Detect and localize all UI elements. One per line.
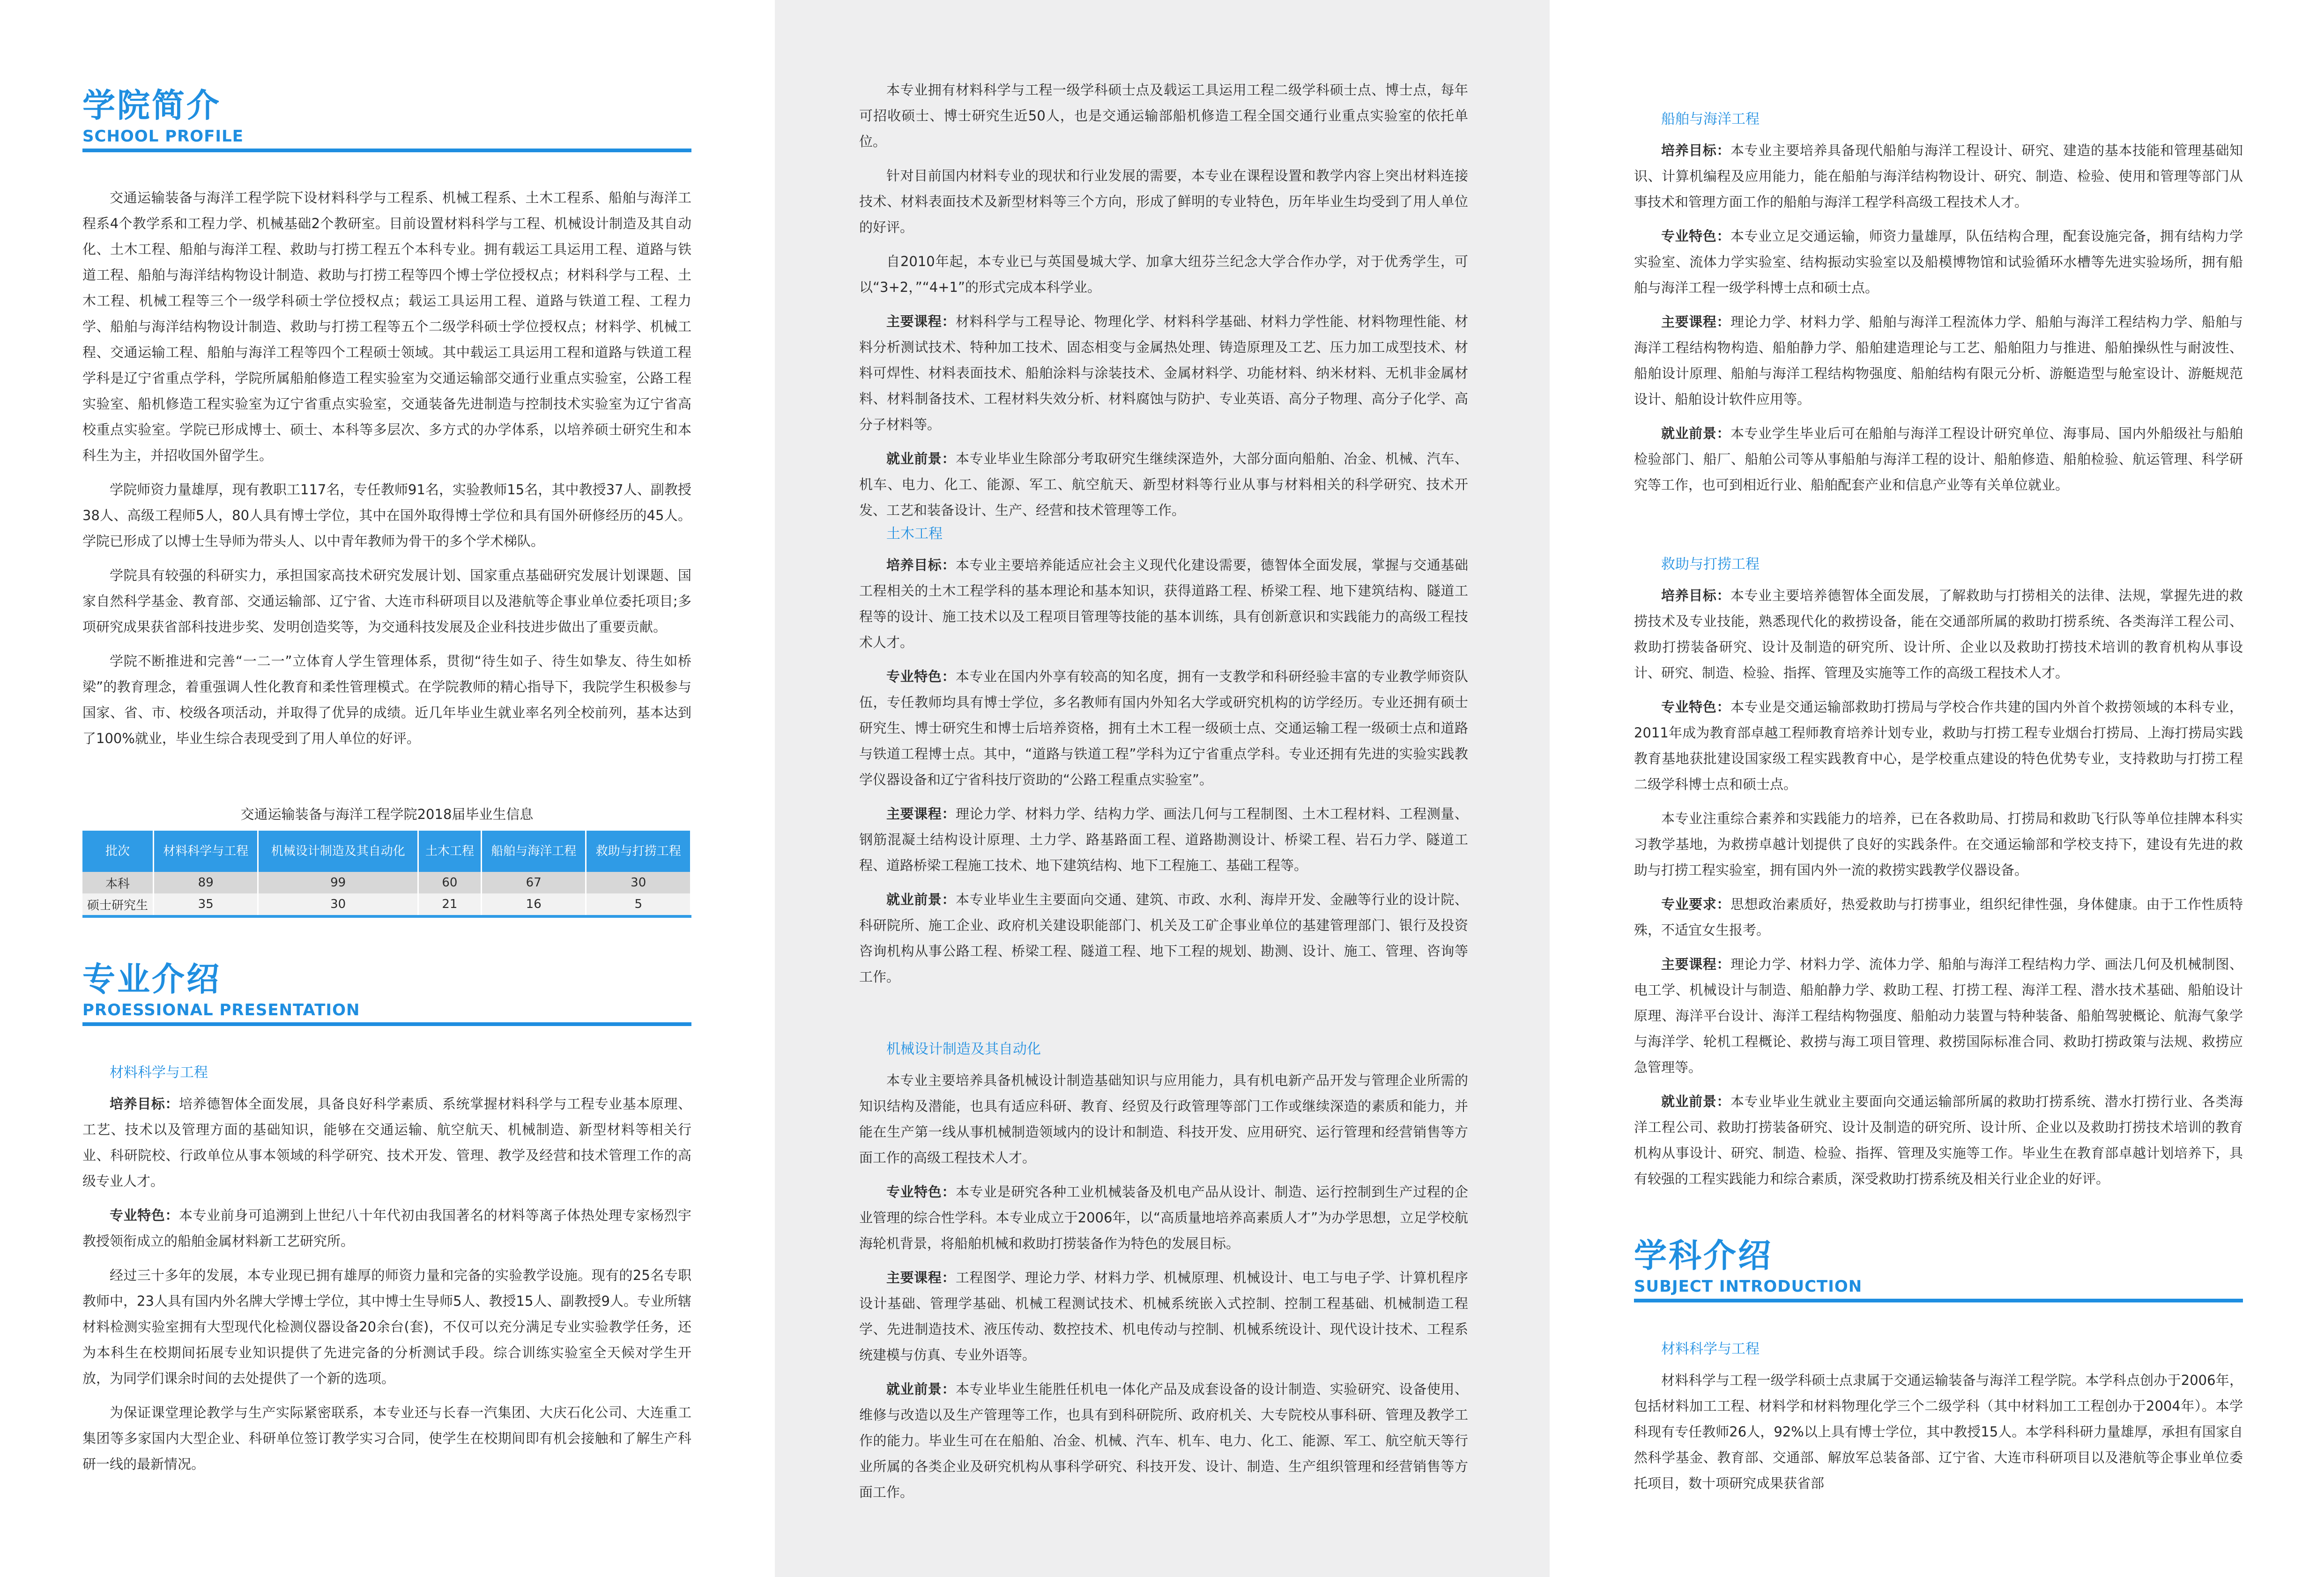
label: 培养目标：	[110, 1096, 179, 1112]
label: 培养目标：	[1661, 142, 1730, 158]
paragraph: 本专业拥有材料科学与工程一级学科硕士点及载运工具运用工程二级学科硕士点、博士点，每年可招收硕士、博士研究生近50人，也是交通运输部船机修造工程全国交通行业重点实验室的依托单位。	[859, 82, 1468, 149]
label: 主要课程：	[1661, 314, 1730, 330]
section-rule	[1634, 1299, 2243, 1302]
paragraph: 材料科学与工程一级学科硕士点隶属于交通运输装备与海洋工程学院。本学科点创办于2006年，包括材料加工工程、材料学和材料物理化学三个二级学科（其中材料加工工程创办于2004年）。本学科现有专任教师26人，92%以上具有博士学位，其中教授15人。本学科科研力量雄厚，承担有国家自然科学基金、教育部、交通部、解放军总装备部、辽宁省、大连市科研项目以及港航等企事业单位委托项目，数十项研究成果获省部	[1634, 1372, 2243, 1491]
paragraph	[1634, 952, 2243, 1080]
paragraph	[1634, 223, 2243, 301]
text: 本专业立足交通运输，师资力量雄厚，队伍结构合理，配套设施完备，拥有结构力学实验室、流体力学实验室、结构振动实验室以及船模博物馆和试验循环水槽等先进实验场所，拥有船舶与海洋工程一级学科博士点和硕士点。	[1634, 228, 2243, 296]
paragraph	[859, 801, 1468, 878]
major-name: 材料科学与工程	[110, 1064, 208, 1081]
text: 本专业学生毕业后可在船舶与海洋工程设计研究单位、海事局、国内外船级社与船舶检验部门、船厂、船舶公司等从事船舶与海洋工程的设计、船舶修造、船舶检验、航运管理、科学研究等工作，也可到相近行业、船舶配套产业和信息产业等有关单位就业。	[1634, 425, 2243, 493]
paragraph	[1634, 892, 2243, 943]
text: 本专业在国内外享有较高的知名度，拥有一支教学和科研经验丰富的专业教学师资队伍，专任教师均具有博士学位，多名教师有国内外知名大学或研究机构的访学经历。专业还拥有硕士研究生、博士研究生和博士后培养资格，拥有土木工程一级硕士点、交通运输工程一级硕士点和道路与铁道工程博士点。其中，“道路与铁道工程”学科为辽宁省重点学科。专业还拥有先进的实验实践教学仪器设备和辽宁省科技厅资助的“公路工程重点实验室”。	[859, 669, 1468, 788]
paragraph	[1634, 421, 2243, 498]
paragraph: 学院师资力量雄厚，现有教职工117名，专任教师91名，实验教师15名，其中教授37人、副教授38人、高级工程师5人，80人具有博士学位，其中在国外取得博士学位和具有国外研修经历的45人。学院已形成了以博士生导师为带头人、以中青年教师为骨干的多个学术梯队。	[82, 482, 691, 549]
label: 专业特色：	[1661, 699, 1730, 715]
text: 材料科学与工程导论、物理化学、材料科学基础、材料力学性能、材料物理性能、材料分析测试技术、特种加工技术、固态相变与金属热处理、铸造原理及工艺、压力加工成型技术、材料可焊性、材料表面技术、船舶涂料与涂装技术、金属材料学、功能材料、纳米材料、无机非金属材料、材料制备技术、工程材料失效分析、材料腐蚀与防护、专业英语、高分子物理、高分子化学、高分子材料等。	[859, 313, 1468, 432]
subject-materials	[1634, 1338, 2243, 1505]
table-header: 土木工程	[418, 831, 481, 872]
professional-header	[82, 960, 691, 1026]
right-panel	[1550, 0, 2324, 1577]
paragraph	[859, 1376, 1468, 1505]
label: 就业前景：	[1661, 425, 1730, 441]
label: 就业前景：	[886, 892, 956, 908]
middle-panel	[775, 0, 1550, 1577]
paragraph: 为保证课堂理论教学与生产实际紧密联系，本专业还与长春一汽集团、大庆石化公司、大连重工集团等多家国内大型企业、科研单位签订教学实习合同，使学生在校期间即有机会接触和了解生产科研一线的最新情况。	[82, 1405, 691, 1472]
subject-title: 学科介绍	[1634, 1236, 1773, 1275]
paragraph	[82, 1091, 691, 1194]
table-header: 船舶与海洋工程	[481, 831, 586, 872]
label: 主要课程：	[886, 806, 956, 822]
paragraph: 本专业主要培养具备机械设计制造基础知识与应用能力，具有机电新产品开发与管理企业所需的知识结构及潜能，也具有适应科研、教育、经贸及行政管理等部门工作或继续深造的素质和能力，并能在生产第一线从事机械制造领域内的设计和制造、科技开发、应用研究、运行管理和经营销售等方面工作的高级工程技术人才。	[859, 1072, 1468, 1166]
paragraph	[859, 309, 1468, 438]
table-cell: 99	[258, 872, 418, 893]
label: 主要课程：	[1661, 956, 1730, 972]
school-profile-subtitle: SCHOOL PROFILE	[82, 127, 244, 146]
label: 专业特色：	[886, 669, 956, 684]
major-name: 材料科学与工程	[1661, 1341, 1760, 1357]
paragraph	[1634, 309, 2243, 412]
text: 培养德智体全面发展，具备良好科学素质、系统掌握材料科学与工程专业基本原理、工艺、技术以及管理方面的基础知识，能够在交通运输、航空航天、机械制造、新型材料等相关行业、科研院校、行政单位从事本领域的科学研究、技术开发、管理、教学及经营和技术管理工作的高级专业人才。	[82, 1096, 691, 1189]
paragraph: 学院不断推进和完善“一二一”立体育人学生管理体系，贯彻“待生如子、待生如挚友、待生如桥梁”的教育理念，着重强调人性化教育和柔性管理模式。在学院教师的精心指导下，我院学生积极参与国家、省、市、校级各项活动，并取得了优异的成绩。近几年毕业生就业率名列全校前列，基本达到了100%就业，毕业生综合表现受到了用人单位的好评。	[82, 653, 691, 746]
major-name: 机械设计制造及其自动化	[886, 1041, 1041, 1057]
label: 培养目标：	[886, 557, 956, 573]
label: 专业特色：	[110, 1207, 179, 1223]
professional-subtitle: PROESSIONAL PRESENTATION	[82, 1001, 360, 1019]
section-rule	[82, 1022, 691, 1026]
paragraph: 自2010年起，本专业已与英国曼城大学、加拿大纽芬兰纪念大学合作办学，对于优秀学生，可以“3+2，”“4+1”的形式完成本科学业。	[859, 253, 1468, 295]
table-cell: 21	[418, 893, 481, 916]
text: 本专业是交通运输部救助打捞局与学校合作共建的国内外首个救捞领域的本科专业，2011年成为教育部卓越工程师教育培养计划专业，救助与打捞工程专业烟台打捞局、上海打捞局实践教育基地获批建设国家级工程实践教育中心，是学校重点建设的特色优势专业，支持救助与打捞工程二级学科博士点和硕士点。	[1634, 699, 2243, 792]
major-name: 船舶与海洋工程	[1661, 111, 1760, 127]
paragraph	[1634, 694, 2243, 797]
table-cell: 60	[418, 872, 481, 893]
subject-header	[1634, 1237, 2243, 1302]
table-cell: 30	[258, 893, 418, 916]
paragraph	[82, 1203, 691, 1254]
paragraph	[859, 1265, 1468, 1368]
text: 本专业毕业生除部分考取研究生继续深造外，大部分面向船舶、冶金、机械、汽车、机车、电力、化工、能源、军工、航空航天、新型材料等行业从事与材料相关的科学研究、技术开发、工艺和装备设计、生产、经营和技术管理等工作。	[859, 451, 1468, 518]
text: 思想政治素质好，热爱救助与打捞事业，组织纪律性强，身体健康。由于工作性质特殊，不适宜女生报考。	[1634, 896, 2243, 938]
label: 专业特色：	[1661, 228, 1730, 244]
label: 就业前景：	[886, 451, 956, 467]
paragraph: 本专业注重综合素养和实践能力的培养，已在各救助局、打捞局和救助飞行队等单位挂牌本科实习教学基地，为救捞卓越计划提供了良好的实践条件。在交通运输部和学校支持下，建设有先进的救助与打捞工程实验室，拥有国内外一流的救捞实践教学仪器设备。	[1634, 811, 2243, 878]
label: 就业前景：	[886, 1381, 956, 1397]
paragraph: 经过三十多年的发展，本专业现已拥有雄厚的师资力量和完备的实验教学设施。现有的25名专职教师中，23人具有国内外名牌大学博士学位，其中博士生导师5人、教授15人、副教授9人。专业所辖材料检测实验室拥有大型现代化检测仪器设备20余台(套)，不仅可以充分满足专业实验教学任务，还为本科生在校期间拓展专业知识提供了先进完备的分析测试手段。综合训练实验室全天候对学生开放，为同学们课余时间的去处提供了一个新的选项。	[82, 1267, 691, 1386]
materials-major	[82, 1061, 691, 1486]
label: 就业前景：	[1661, 1093, 1730, 1109]
label: 主要课程：	[886, 313, 956, 329]
school-profile-header	[82, 87, 691, 152]
salvage-major	[1634, 553, 2243, 1200]
text: 本专业主要培养具备现代船舶与海洋工程设计、研究、建造的基本技能和管理基础知识、计算机编程及应用能力，能在船舶与海洋结构物设计、研究、制造、检验、使用和管理等部门从事技术和管理方面工作的船舶与海洋工程学科高级工程技术人才。	[1634, 142, 2243, 210]
paragraph	[1634, 1089, 2243, 1192]
text: 本专业主要培养能适应社会主义现代化建设需要，德智体全面发展，掌握与交通基础工程相关的土木工程学科的基本理论和基本知识，获得道路工程、桥梁工程、地下建筑结构、隧道工程等的设计、施工技术以及工程项目管理等技能的基本训练，具有创新意识和实践能力的高级工程技术人才。	[859, 557, 1468, 650]
text: 理论力学、材料力学、船舶与海洋工程流体力学、船舶与海洋工程结构力学、船舶与海洋工程结构物构造、船舶静力学、船舶建造理论与工艺、船舶阻力与推进、船舶操纵性与耐波性、船舶设计原理、船舶与海洋工程结构物强度、船舶结构有限元分析、游艇造型与舱室设计、游艇规范设计、船舶设计软件应用等。	[1634, 314, 2243, 407]
table-row	[82, 872, 691, 893]
mech-major	[859, 1038, 1468, 1514]
table-caption: 交通运输装备与海洋工程学院2018届毕业生信息	[240, 806, 534, 822]
subject-subtitle: SUBJECT INTRODUCTION	[1634, 1277, 1863, 1296]
text: 本专业前身可追溯到上世纪八十年代初由我国著名的材料等离子体热处理专家杨烈宇教授领衔成立的船舶金属材料新工艺研究所。	[82, 1207, 691, 1249]
graduate-table-block	[82, 801, 691, 918]
paragraph	[859, 887, 1468, 990]
table-cell: 本科	[82, 872, 153, 893]
table-header: 救助与打捞工程	[586, 831, 691, 872]
label: 专业特色：	[886, 1184, 956, 1200]
left-panel	[0, 0, 775, 1577]
naval-major	[1634, 108, 2243, 506]
civil-major	[859, 522, 1468, 998]
paragraph: 学院具有较强的科研实力，承担国家高技术研究发展计划、国家重点基础研究发展计划课题、国家自然科学基金、教育部、交通运输部、辽宁省、大连市科研项目以及港航等企事业单位委托项目;多项研究成果获省部科技进步奖、发明创造奖等，为交通科技发展及企业科技进步做出了重要贡献。	[82, 567, 691, 635]
school-profile-body	[82, 185, 691, 760]
paragraph	[859, 446, 1468, 523]
text: 工程图学、理论力学、材料力学、机械原理、机械设计、电工与电子学、计算机程序设计基础、管理学基础、机械工程测试技术、机械系统嵌入式控制、控制工程基础、机械制造工程学、先进制造技术、液压传动、数控技术、机电传动与控制、机械系统设计、现代设计技术、工程系统建模与仿真、专业外语等。	[859, 1270, 1468, 1363]
paragraph	[1634, 583, 2243, 686]
major-name: 土木工程	[886, 526, 943, 542]
text: 本专业毕业生就业主要面向交通运输部所属的救助打捞系统、潜水打捞行业、各类海洋工程公司、救助打捞装备研究、设计及制造的研究所、设计所、企业以及救助打捞技术培训的教育机构从事设计、研究、制造、检验、指挥、管理及实施等工作。毕业生在教育部卓越计划培养下，具有较强的工程实践能力和综合素质，深受救助打捞系统及相关行业企业的好评。	[1634, 1093, 2243, 1187]
paragraph	[859, 1179, 1468, 1257]
table-header: 材料科学与工程	[153, 831, 258, 872]
text: 本专业是研究各种工业机械装备及机电产品从设计、制造、运行控制到生产过程的企业管理的综合性学科。本专业成立于2006年，以“高质量地培养高素质人才”为办学思想，立足学校航海轮机背景，将船舶机械和救助打捞装备作为特色的发展目标。	[859, 1184, 1468, 1251]
text: 本专业毕业生能胜任机电一体化产品及成套设备的设计制造、实验研究、设备使用、维修与改造以及生产管理等工作，也具有到科研院所、政府机关、大专院校从事科研、管理及教学工作的能力。毕业生可在在船舶、冶金、机械、汽车、机车、电力、化工、能源、军工、航空航天等行业所属的各类企业及研究机构从事科学研究、科技开发、设计、制造、生产组织管理和经营销售等方面工作。	[859, 1381, 1468, 1500]
table-cell: 硕士研究生	[82, 893, 153, 916]
major-name: 救助与打捞工程	[1661, 556, 1760, 573]
paragraph: 针对目前国内材料专业的现状和行业发展的需要，本专业在课程设置和教学内容上突出材料连接技术、材料表面技术及新型材料等三个方向，形成了鲜明的专业特色，历年毕业生均受到了用人单位的好评。	[859, 168, 1468, 235]
text: 本专业毕业生主要面向交通、建筑、市政、水利、海岸开发、金融等行业的设计院、科研院所、施工企业、政府机关建设职能部门、机关及工矿企事业单位的基建管理部门、银行及投资咨询机构从事公路工程、桥梁工程、隧道工程、地下工程的规划、勘测、设计、施工、管理、咨询等工作。	[859, 892, 1468, 985]
table-cell: 67	[481, 872, 586, 893]
table-cell: 5	[586, 893, 691, 916]
text: 本专业主要培养德智体全面发展，了解救助与打捞相关的法律、法规，掌握先进的救捞技术及专业技能，熟悉现代化的救捞设备，能在交通部所属的救助打捞系统、各类海洋工程公司、救助打捞装备研究、设计及制造的研究所、设计所、企业以及救助打捞技术培训的教育机构从事设计、研究、制造、检验、指挥、管理及实施等工作的高级工程技术人才。	[1634, 588, 2243, 681]
text: 理论力学、材料力学、结构力学、画法几何与工程制图、土木工程材料、工程测量、钢筋混凝土结构设计原理、土力学、路基路面工程、道路勘测设计、桥梁工程、岩石力学、隧道工程、道路桥梁工程施工技术、地下建筑结构、地下工程施工、基础工程等。	[859, 806, 1468, 873]
label: 培养目标：	[1661, 588, 1730, 603]
paragraph	[1634, 138, 2243, 215]
paragraph	[859, 664, 1468, 793]
graduate-table	[82, 831, 691, 918]
table-cell: 16	[481, 893, 586, 916]
paragraph	[859, 552, 1468, 655]
label: 专业要求：	[1661, 896, 1730, 912]
table-cell: 89	[153, 872, 258, 893]
section-rule	[82, 149, 691, 152]
table-row	[82, 893, 691, 916]
professional-title: 专业介绍	[82, 960, 221, 998]
text: 理论力学、材料力学、流体力学、船舶与海洋工程结构力学、画法几何及机械制图、电工学、机械设计与制造、船舶静力学、救助工程、打捞工程、海洋工程、潜水技术基础、船舶设计原理、海洋平台设计、海洋工程结构物强度、船舶动力装置与特种装备、船舶驾驶概论、航海气象学与海洋学、轮机工程概论、救捞与海工项目管理、救捞国际标准合同、救助打捞政策与法规、救捞应急管理等。	[1634, 956, 2243, 1075]
materials-continued	[859, 77, 1468, 532]
school-profile-title: 学院简介	[82, 86, 221, 125]
table-cell: 30	[586, 872, 691, 893]
paragraph: 交通运输装备与海洋工程学院下设材料科学与工程系、机械工程系、土木工程系、船舶与海洋工程系4个教学系和工程力学、机械基础2个教研室。目前设置材料科学与工程、机械设计制造及其自动化、土木工程、船舶与海洋工程、救助与打捞工程五个本科专业。拥有载运工具运用工程、道路与铁道工程、船舶与海洋结构物设计制造、救助与打捞工程等四个博士学位授权点；材料科学与工程、土木工程、机械工程等三个一级学科硕士学位授权点；载运工具运用工程、道路与铁道工程、工程力学、船舶与海洋结构物设计制造、救助与打捞工程等五个二级学科硕士学位授权点；材料学、机械工程、交通运输工程、船舶与海洋工程等四个工程硕士领域。其中载运工具运用工程和道路与铁道工程学科是辽宁省重点学科，学院所属船舶修造工程实验室为交通运输部交通行业重点实验室，公路工程实验室、船机修造工程实验室为辽宁省重点实验室，交通装备先进制造与控制技术实验室为辽宁省高校重点实验室。学院已形成博士、硕士、本科等多层次、多方式的办学体系，以培养硕士研究生和本科生为主，并招收国外留学生。	[82, 190, 691, 463]
table-cell: 35	[153, 893, 258, 916]
table-header: 批次	[82, 831, 153, 872]
table-header: 机械设计制造及其自动化	[258, 831, 418, 872]
label: 主要课程：	[886, 1270, 956, 1286]
